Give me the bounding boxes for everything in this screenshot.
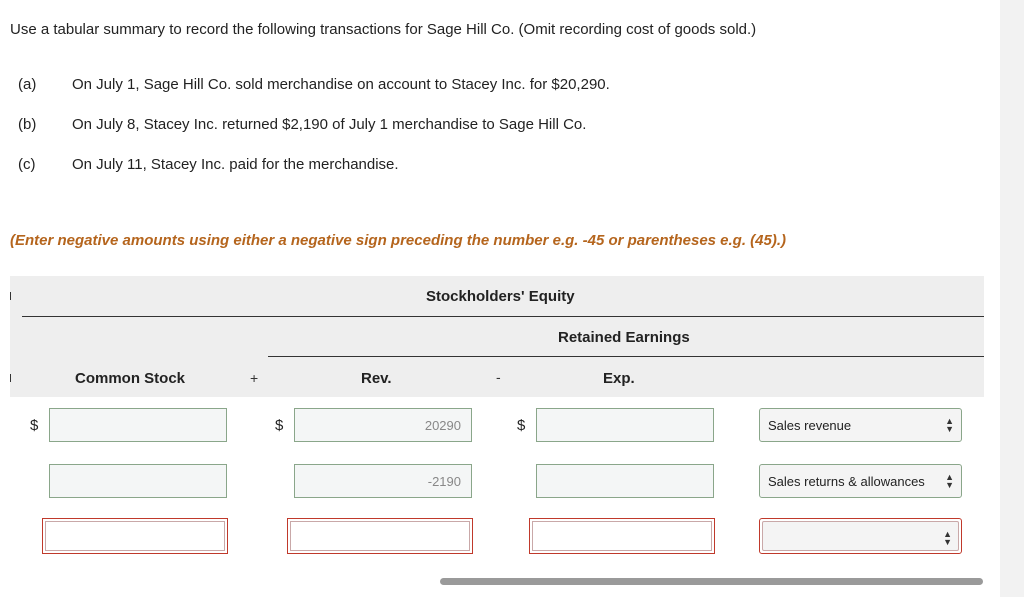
account-select-value: Sales revenue [768, 418, 852, 433]
revenue-input[interactable]: 20290 [294, 408, 472, 442]
account-select[interactable] [759, 518, 962, 554]
revenue-input[interactable] [287, 518, 473, 554]
minus-operator: - [496, 369, 501, 385]
retained-earnings-header: Retained Earnings [558, 329, 690, 346]
account-select[interactable] [759, 464, 962, 498]
currency-symbol: $ [517, 417, 526, 434]
header-divider-mark [10, 292, 11, 300]
revenue-header: Rev. [361, 370, 392, 387]
account-select[interactable] [759, 408, 962, 442]
retained-earnings-underline [268, 356, 984, 357]
negative-amount-note: (Enter negative amounts using either a negative sign preceding the number e.g. -45 or parentheses e.g. (45).) [10, 232, 787, 249]
transaction-c-text: On July 11, Stacey Inc. paid for the merchandise. [72, 156, 399, 173]
common-stock-input[interactable] [49, 408, 227, 442]
revenue-input[interactable]: -2190 [294, 464, 472, 498]
equity-underline [22, 316, 984, 317]
horizontal-scrollbar[interactable] [440, 578, 983, 585]
expense-input[interactable] [536, 464, 714, 498]
account-select-value [762, 521, 959, 551]
expense-input[interactable] [536, 408, 714, 442]
right-margin-band [1000, 0, 1024, 597]
select-arrows-icon: ▲ ▼ [943, 529, 952, 547]
instructions-text: Use a tabular summary to record the following transactions for Sage Hill Co. (Omit recording cost of goods sold.) [10, 21, 757, 38]
stockholders-equity-header: Stockholders' Equity [426, 288, 575, 305]
currency-symbol: $ [275, 417, 284, 434]
header-divider-mark [10, 374, 11, 382]
plus-operator: + [250, 370, 259, 386]
select-arrows-icon: ▲ ▼ [945, 416, 954, 434]
account-select-value: Sales returns & allowances [768, 474, 925, 489]
common-stock-input[interactable] [49, 464, 227, 498]
transaction-b-text: On July 8, Stacey Inc. returned $2,190 of July 1 merchandise to Sage Hill Co. [72, 116, 587, 133]
transaction-a-text: On July 1, Sage Hill Co. sold merchandise on account to Stacey Inc. for $20,290. [72, 76, 610, 93]
common-stock-header: Common Stock [75, 370, 186, 387]
transaction-b-label: (b) [18, 116, 37, 133]
common-stock-input[interactable] [42, 518, 228, 554]
expense-header: Exp. [603, 370, 635, 387]
expense-input[interactable] [529, 518, 715, 554]
transaction-a-label: (a) [18, 76, 37, 93]
select-arrows-icon: ▲ ▼ [945, 472, 954, 490]
currency-symbol: $ [30, 417, 39, 434]
transaction-c-label: (c) [18, 156, 36, 173]
